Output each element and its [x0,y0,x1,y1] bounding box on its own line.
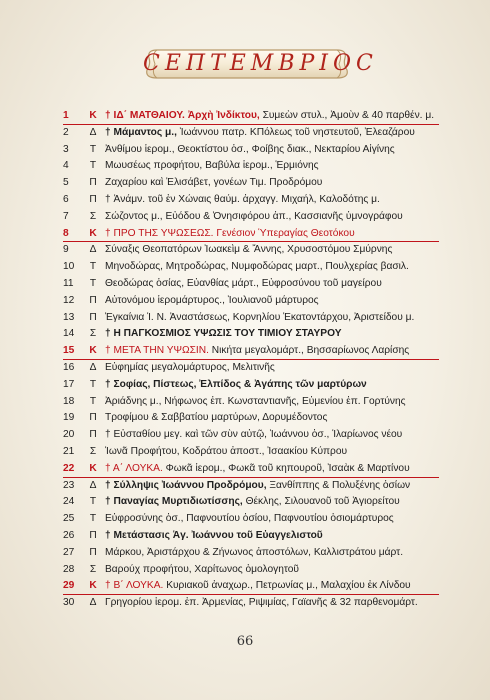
day-number: 13 [63,311,75,323]
calendar-row [63,478,439,495]
calendar-row [63,310,439,327]
calendar-row [63,108,439,125]
weekday-letter: Π [89,177,97,189]
feast-main: Τροφίμου & Σαββατίου μαρτύρων, Δορυμέδοντος [105,412,328,424]
feast-text [105,377,439,394]
feast-text [105,394,439,411]
day-number: 5 [63,177,69,189]
feast-text [105,259,439,276]
feast-main: † Παναγίας Μυρτιδιωτίσσης, [105,496,243,508]
day-number: 23 [63,479,75,491]
feast-text [105,427,439,444]
feast-main: † ΜΕΤΑ ΤΗΝ ΥΨΩΣΙΝ. [105,345,209,357]
feast-main: Ἰωνᾶ Προφήτου, Κοδράτου ἀποστ., Ἰσαακίου Κύπρου [105,445,348,457]
day-number: 25 [63,513,75,525]
day-number: 12 [63,294,75,306]
feast-text [105,410,439,427]
calendar-row [63,528,439,545]
month-banner [143,44,378,84]
feast-main: † Μάμαντος μ., [105,126,177,138]
feast-text [105,209,439,226]
feast-rest: Νικήτα μεγαλομάρτ., Βησσαρίωνος Λαρίσης [208,345,410,357]
feast-rest: Θέκλης, Σιλουανοῦ τοῦ Ἁγιορείτου [242,496,400,508]
feast-main: Ζαχαρίου καὶ Ἐλισάβετ, γονέων Τιμ. Προδρόμου [105,177,323,189]
calendar-row [63,461,439,478]
feast-main: † Μετάστασις Ἁγ. Ἰωάννου τοῦ Εὐαγγελιστοῦ [105,529,323,541]
weekday-letter: Τ [89,496,97,508]
feast-text [105,242,439,259]
day-number: 14 [63,328,75,340]
feast-rest: Φωκᾶ ἱερομ., Φωκᾶ τοῦ κηπουροῦ, Ἰσαὰκ & Μαρτίνου [162,462,410,474]
calendar-row [63,578,439,595]
calendar-row [63,427,439,444]
calendar-row [63,259,439,276]
weekday-letter: Κ [89,345,97,357]
calendar-row [63,545,439,562]
calendar-row [63,158,439,175]
feast-text [105,595,439,612]
weekday-letter: Τ [89,378,97,390]
weekday-letter: Τ [89,143,97,155]
calendar-list [63,108,439,612]
day-number: 17 [63,378,75,390]
weekday-letter: Τ [89,395,97,407]
feast-rest: Ἰωάννου πατρ. ΚΠόλεως τοῦ νηστευτοῦ, Ἐλεαζάρου [176,126,415,138]
calendar-row [63,410,439,427]
day-number: 27 [63,546,75,558]
feast-main: Μάρκου, Ἀριστάρχου & Ζήνωνος ἀποστόλων, Καλλιστράτου μάρτ. [105,546,404,558]
feast-text [105,276,439,293]
feast-main: † Α΄ ΛΟΥΚΑ. [105,462,163,474]
day-number: 20 [63,429,75,441]
feast-rest: Κυριακοῦ ἀναχωρ., Πετρωνίας μ., Μαλαχίου ἐκ Λίνδου [163,580,411,592]
feast-rest: Ξανθίππης & Πολυξένης ὁσίων [266,479,411,491]
weekday-letter: Π [89,429,97,441]
weekday-letter: Κ [89,110,97,121]
weekday-letter: Π [89,311,97,323]
feast-text [105,360,439,377]
day-number: 24 [63,496,75,508]
day-number: 15 [63,345,75,357]
day-number: 19 [63,412,75,424]
day-number: 3 [63,143,69,155]
day-number: 2 [63,126,69,138]
weekday-letter: Δ [89,244,97,256]
day-number: 8 [63,227,69,239]
feast-text [105,175,439,192]
weekday-letter: Κ [89,227,97,239]
feast-main: † ΙΔ΄ ΜΑΤΘΑΙΟΥ. Ἀρχὴ Ἰνδίκτου, [105,110,260,121]
feast-text [105,562,439,579]
feast-main: Εὐφροσύνης ὁσ., Παφνουτίου ὁσίου, Παφνουτίου ὁσιομάρτυρος [105,513,394,525]
day-number: 1 [63,110,69,121]
feast-text [105,478,439,495]
weekday-letter: Π [89,294,97,306]
page-number: 66 [236,634,254,649]
feast-text [105,511,439,528]
weekday-letter: Δ [89,597,97,609]
calendar-row [63,293,439,310]
day-number: 29 [63,580,75,592]
calendar-row [63,192,439,209]
weekday-letter: Τ [89,277,97,289]
calendar-row [63,125,439,142]
feast-main: † ΠΡΟ ΤΗΣ ΥΨΩΣΕΩΣ. Γενέσιον Ὑπεραγίας Θεοτόκου [105,227,355,239]
feast-main: Γρηγορίου ἱερομ. ἐπ. Ἀρμενίας, Ριψιμίας, Γαϊανῆς & 32 παρθενομάρτ. [105,597,418,609]
feast-rest: Συμεὼν στυλ., Ἀμοὺν & 40 παρθέν. μ. [259,110,435,121]
feast-main: Μωυσέως προφήτου, Βαβύλα ἱερομ., Ἑρμιόνης [105,160,319,172]
calendar-row [63,226,439,243]
calendar-row [63,511,439,528]
calendar-row [63,562,439,579]
feast-text [105,125,439,142]
feast-text [105,293,439,310]
day-number: 6 [63,193,69,205]
feast-text [105,343,439,360]
feast-main: Μηνοδώρας, Μητροδώρας, Νυμφοδώρας μαρτ., Πουλχερίας βασιλ. [105,261,409,273]
day-number: 7 [63,210,69,222]
feast-main: Αὐτονόμου ἱερομάρτυρος., Ἰουλιανοῦ μάρτυρος [105,294,319,306]
feast-main: Σώζοντος μ., Εὐόδου & Ὀνησιφόρου ἀπ., Κασσιανῆς ὑμνογράφου [105,210,403,222]
day-number: 18 [63,395,75,407]
calendar-row [63,494,439,511]
weekday-letter: Σ [89,328,97,340]
feast-text [105,192,439,209]
feast-main: Θεοδώρας ὁσίας, Εὐανθίας μάρτ., Εὐφροσύνου τοῦ μαγείρου [105,277,382,289]
calendar-row [63,444,439,461]
day-number: 21 [63,445,75,457]
feast-text [105,461,439,478]
calendar-row [63,394,439,411]
feast-text [105,226,439,243]
calendar-row [63,142,439,159]
feast-text [105,108,439,125]
feast-text [105,310,439,327]
day-number: 22 [63,462,75,474]
feast-text [105,494,439,511]
day-number: 30 [63,597,75,609]
weekday-letter: Τ [89,160,97,172]
day-number: 9 [63,244,69,256]
weekday-letter: Κ [89,580,97,592]
calendar-row [63,276,439,293]
calendar-row [63,175,439,192]
weekday-letter: Π [89,546,97,558]
calendar-row [63,209,439,226]
weekday-letter: Σ [89,563,97,575]
feast-main: † Εὐσταθίου μεγ. καὶ τῶν σὺν αὐτῷ, Ἰωάννου ὁσ., Ἱλαρίωνος νέου [105,429,403,441]
calendar-row [63,326,439,343]
feast-text [105,578,439,595]
feast-main: Βαρούχ προφήτου, Χαρίτωνος ὁμολογητοῦ [105,563,299,575]
day-number: 26 [63,529,75,541]
month-title: CEΠTEMBPIOC [143,51,378,76]
weekday-letter: Σ [89,445,97,457]
weekday-letter: Π [89,412,97,424]
calendar-row [63,242,439,259]
feast-main: † Ἀνάμν. τοῦ ἐν Χώναις θαύμ. ἀρχαγγ. Μιχαήλ, Καλοδότης μ. [105,193,380,205]
feast-main: † Σύλληψις Ἰωάννου Προδρόμου, [105,479,267,491]
feast-main: † Η ΠΑΓΚΟΣΜΙΟΣ ΥΨΩΣΙΣ ΤΟΥ ΤΙΜΙΟΥ ΣΤΑΥΡΟΥ [105,328,342,340]
weekday-letter: Σ [89,210,97,222]
day-number: 16 [63,361,75,373]
weekday-letter: Τ [89,261,97,273]
feast-main: Εὐφημίας μεγαλομάρτυρος, Μελιτινῆς [105,361,275,373]
calendar-row [63,360,439,377]
weekday-letter: Δ [89,126,97,138]
calendar-row [63,377,439,394]
feast-main: † Β΄ ΛΟΥΚΑ. [105,580,164,592]
feast-text [105,444,439,461]
day-number: 10 [63,261,75,273]
weekday-letter: Π [89,193,97,205]
feast-text [105,158,439,175]
weekday-letter: Δ [89,361,97,373]
calendar-row [63,595,439,612]
feast-text [105,142,439,159]
feast-main: Ἀριάδνης μ., Νήφωνος ἐπ. Κωνσταντιανῆς, Εὐμενίου ἐπ. Γορτύνης [105,395,406,407]
day-number: 11 [63,277,74,289]
weekday-letter: Δ [89,479,97,491]
calendar-row [63,343,439,360]
feast-text [105,528,439,545]
feast-main: Ἐγκαίνια Ἱ. Ν. Ἀναστάσεως, Κορνηλίου Ἑκατοντάρχου, Ἀριστείδου μ. [105,311,415,323]
day-number: 28 [63,563,75,575]
feast-text [105,326,439,343]
weekday-letter: Τ [89,513,97,525]
weekday-letter: Π [89,529,97,541]
feast-main: † Σοφίας, Πίστεως, Ἐλπίδος & Ἀγάπης τῶν μαρτύρων [105,378,367,390]
day-number: 4 [63,160,69,172]
feast-main: Ἀνθίμου ἱερομ., Θεοκτίστου ὁσ., Φοίβης διακ., Νεκταρίου Αἰγίνης [105,143,395,155]
feast-main: Σύναξις Θεοπατόρων Ἰωακεὶμ & Ἄννης, Χρυσοστόμου Σμύρνης [105,244,393,256]
weekday-letter: Κ [89,462,97,474]
feast-text [105,545,439,562]
